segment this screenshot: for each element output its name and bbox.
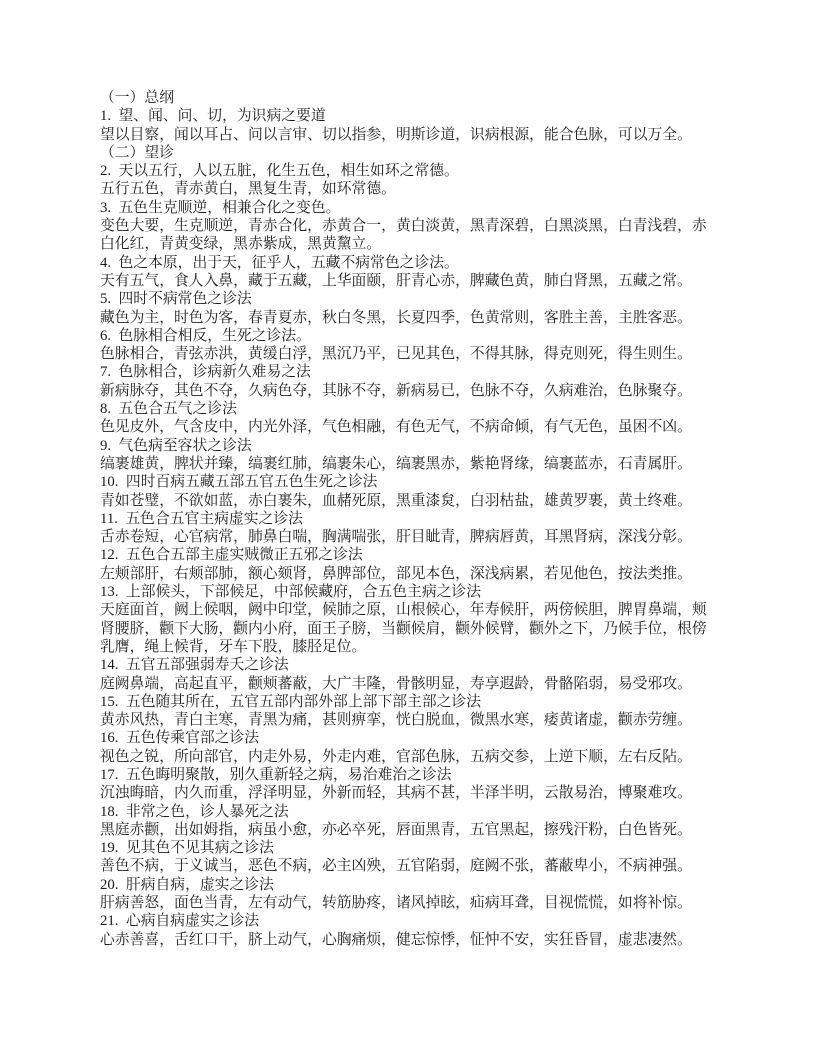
item-heading: 7. 色脉相合，诊病新久难易之法: [100, 364, 311, 381]
body-line: 天庭面首，阙上候咽，阙中印堂，候肺之原，山根候心，年寿候肝，两傍候胆，脾胃鼻端，颊: [100, 602, 707, 619]
section-heading: （二）望诊: [100, 144, 174, 161]
item-heading: 5. 四时不病常色之诊法: [100, 291, 252, 308]
body-line: 肝病善怒，面色当青，左有动气，转筋胁疼，诸风掉眩，疝病耳聋，目视慌慌，如将补惊。: [100, 895, 692, 912]
body-line: 新病脉夺，其色不夺，久病色夺，其脉不夺，新病易已，色脉不夺，久病难治，色脉聚夺。: [100, 382, 692, 399]
body-line: 黑庭赤颧，出如姆指，病虽小愈，亦必卒死，唇面黑青，五官黑起，擦残汗粉，白色皆死。: [100, 821, 692, 838]
item-heading: 13. 上部候头，下部候足，中部候藏府，合五色主病之诊法: [100, 584, 482, 601]
body-line: 肾腰脐，颧下大肠，颧内小府，面王子膀，当颧候肩，颧外候臂，颧外之下，乃候手位，根傍: [100, 620, 707, 637]
item-heading: 18. 非常之色，诊人暴死之法: [100, 803, 289, 820]
item-heading: 1. 望、闻、问、切，为识病之要道: [100, 108, 326, 125]
body-line: 天有五气，食人入鼻，藏于五藏，上华面颐，肝青心赤，脾藏色黄，肺白肾黑，五藏之常。: [100, 272, 692, 289]
body-line: 左颊部肝，右颊部肺，额心颏肾，鼻脾部位，部见本色，深浅病累，若见他色，按法类推。: [100, 565, 692, 582]
item-heading: 16. 五色传乘官部之诊法: [100, 730, 260, 747]
item-heading: 19. 见其色不见其病之诊法: [100, 840, 274, 857]
item-heading: 6. 色脉相合相反，生死之诊法。: [100, 327, 311, 344]
item-heading: 15. 五色随其所在，五官五部内部外部上部下部主部之诊法: [100, 693, 482, 710]
body-line: 色见皮外，气含皮中，内光外泽，气色相融，有色无气，不病命倾，有气无色，虽困不凶。: [100, 419, 692, 436]
body-line: 白化红，青黄变绿，黑赤紫成，黑黄黧立。: [100, 236, 382, 253]
item-heading: 9. 气色病至容状之诊法: [100, 437, 252, 454]
item-heading: 14. 五官五部强弱寿夭之诊法: [100, 657, 289, 674]
body-line: 望以目察，闻以耳占、问以言审、切以指参，明斯诊道，识病根源，能合色脉，可以万全。: [100, 126, 692, 143]
item-heading: 2. 天以五行，人以五脏，化生五色，相生如环之常德。: [100, 163, 459, 180]
body-line: 五行五色，青赤黄白，黑复生青，如环常德。: [100, 181, 396, 198]
item-heading: 10. 四时百病五藏五部五官五色生死之诊法: [100, 474, 378, 491]
body-line: 视色之锐，所向部官，内走外易，外走内难，官部色脉，五病交参，上逆下顺，左右反阽。: [100, 748, 692, 765]
section-heading: （一）总纲: [100, 90, 174, 106]
item-heading: 3. 五色生克顺逆，相兼合化之变色。: [100, 199, 341, 216]
body-line: 善色不病，于义诚当，恶色不病，必主凶殃，五官陷弱，庭阙不张，蕃蔽卑小，不病神强。: [100, 858, 692, 875]
item-heading: 11. 五色合五官主病虚实之诊法: [100, 510, 303, 527]
body-line: 舌赤卷短，心官病常，肺鼻白喘，胸满喘张，肝目眦青，脾病唇黄，耳黑肾病，深浅分彰。: [100, 529, 692, 546]
item-heading: 17. 五色晦明聚散，别久重新轻之病，易治难治之诊法: [100, 766, 452, 783]
body-line: 心赤善喜，舌红口干，脐上动气，心胸痛烦，健忘惊悸，怔忡不安，实狂昏冒，虚悲凄然。: [100, 931, 692, 948]
body-line: 缟裹雄黄，脾状并臻，缟裹红肺，缟裹朱心，缟裹黑赤，紫艳肾缘，缟裹蓝赤，石青属肝。: [100, 455, 692, 472]
item-heading: 4. 色之本原，出于天，征乎人，五藏不病常色之诊法。: [100, 254, 459, 271]
item-heading: 12. 五色合五部主虚实贼微正五邪之诊法: [100, 547, 363, 564]
item-heading: 21. 心病自病虚实之诊法: [100, 913, 260, 930]
body-line: 黄赤风热，青白主寒，青黑为痛，甚则痹挛，恍白脱血，微黑水寒，痿黄诸虚，颧赤劳缠。: [100, 712, 692, 729]
item-heading: 20. 肝病自病，虚实之诊法: [100, 876, 274, 893]
body-line: 庭阙鼻端，高起直平，颧颊蕃蔽，大广丰隆，骨骸明显，寿享遐龄，骨骼陷弱，易受邪攻。: [100, 675, 692, 692]
body-line: 乳膺，绳上候背，牙车下股，膝胫足位。: [100, 638, 367, 655]
body-line: 沉浊晦暗，内久而重，浮泽明显，外新而轻，其病不甚，半泽半明，云散易治，博聚难攻。: [100, 785, 692, 802]
item-heading: 8. 五色合五气之诊法: [100, 401, 237, 418]
document-page: [100, 89, 722, 949]
body-line: 藏色为主，时色为客，春青夏赤，秋白冬黑，长夏四季，色黄常则，客胜主善，主胜客恶。: [100, 309, 692, 326]
body-line: 变色大要，生克顺逆，青赤合化，赤黄合一，黄白淡黄，黑青深碧，白黑淡黑，白青浅碧，赤: [100, 218, 707, 235]
body-line: 青如苍璧，不欲如蓝，赤白裹朱，血赭死原，黑重漆炱，白羽枯盐，雄黄罗裹，黄土终难。: [100, 492, 692, 509]
body-line: 色脉相合，青弦赤洪，黄缓白浮，黑沉乃平，已见其色，不得其脉，得克则死，得生则生。: [100, 346, 692, 363]
